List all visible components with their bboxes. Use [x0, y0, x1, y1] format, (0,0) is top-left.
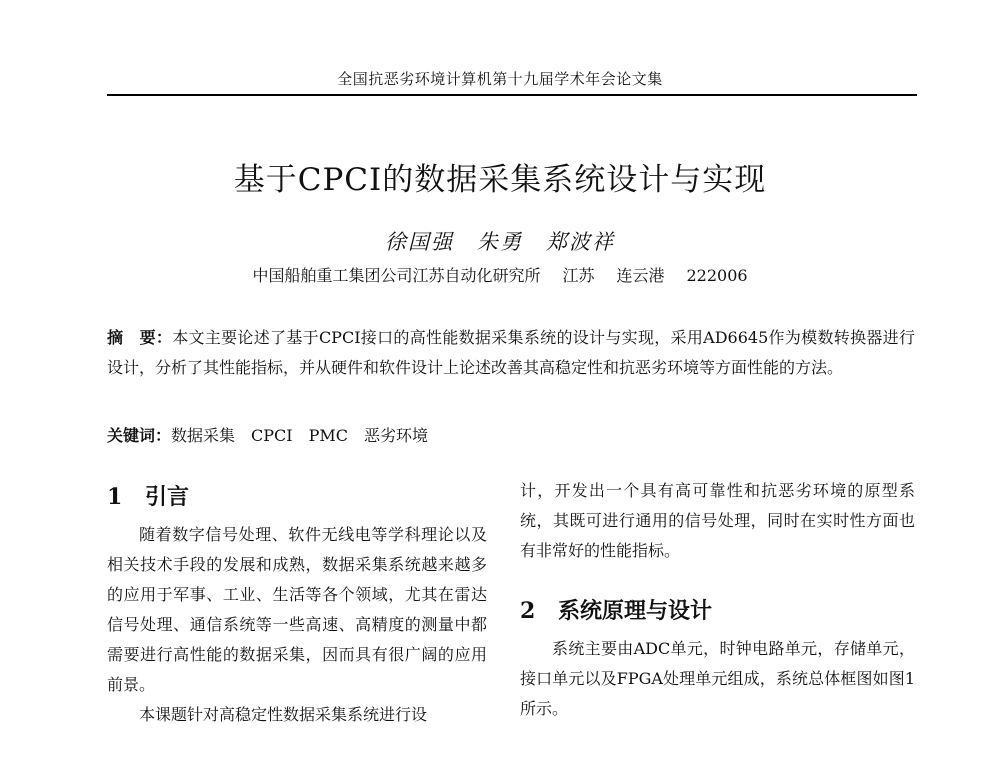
left-column: [107, 476, 487, 730]
affiliation-province: 江苏: [562, 266, 595, 285]
keywords-label: 关键词：: [107, 426, 172, 445]
section-1-paragraph-2-start: 本课题针对高稳定性数据采集系统进行设: [139, 705, 428, 724]
affiliation-city: 连云港: [616, 266, 665, 285]
section-1-paragraph-2-continued: 计，开发出一个具有高可靠性和抗恶劣环境的原型系统，其既可进行通用的信号处理，同时在实时性方面也有非常好的性能指标。: [520, 481, 915, 560]
section-number: 2: [520, 598, 536, 624]
authors: 徐国强 朱勇 郑波祥: [385, 230, 615, 254]
section-title: 系统原理与设计: [558, 598, 713, 624]
abstract-text: 本文主要论述了基于CPCI接口的高性能数据采集系统的设计与实现，采用AD6645作为模数转换器进行设计，分析了其性能指标，并从硬件和软件设计上论述改善其高稳定性和抗恶劣环境等方面性能的方法。: [107, 328, 915, 377]
affiliation: [0, 263, 1000, 286]
header-rule: [107, 94, 917, 96]
section-2-paragraph-1: 系统主要由ADC单元，时钟电路单元，存储单元，接口单元以及FPGA处理单元组成，系统总体框图如图1所示。: [520, 639, 915, 718]
section-2-heading: [520, 594, 915, 628]
section-1-heading: [107, 480, 487, 514]
paper-title: 基于CPCI的数据采集系统设计与实现: [233, 162, 767, 198]
section-number: 1: [107, 484, 123, 510]
section-1-paragraph-1: 随着数字信号处理、软件无线电等学科理论以及相关技术手段的发展和成熟，数据采集系统越来越多的应用于军事、工业、生活等各个领域，尤其在雷达信号处理、通信系统等一些高速、高精度的测量中都需要进行高性能的数据采集，因而具有很广阔的应用前景。: [107, 525, 487, 694]
keyword: 数据采集: [171, 426, 236, 445]
affiliation-org: 中国船舶重工集团公司江苏自动化研究所: [252, 266, 541, 285]
keyword: 恶劣环境: [364, 426, 429, 445]
keywords: [107, 421, 915, 451]
keyword: CPCI: [251, 426, 293, 445]
running-header: 全国抗恶劣环境计算机第十九届学术年会论文集: [337, 70, 663, 88]
section-title: 引言: [145, 484, 190, 510]
abstract-label: 摘 要：: [107, 328, 173, 347]
abstract: [107, 323, 915, 383]
right-column: [520, 476, 915, 724]
affiliation-postcode: 222006: [686, 266, 748, 285]
keyword: PMC: [308, 426, 348, 445]
